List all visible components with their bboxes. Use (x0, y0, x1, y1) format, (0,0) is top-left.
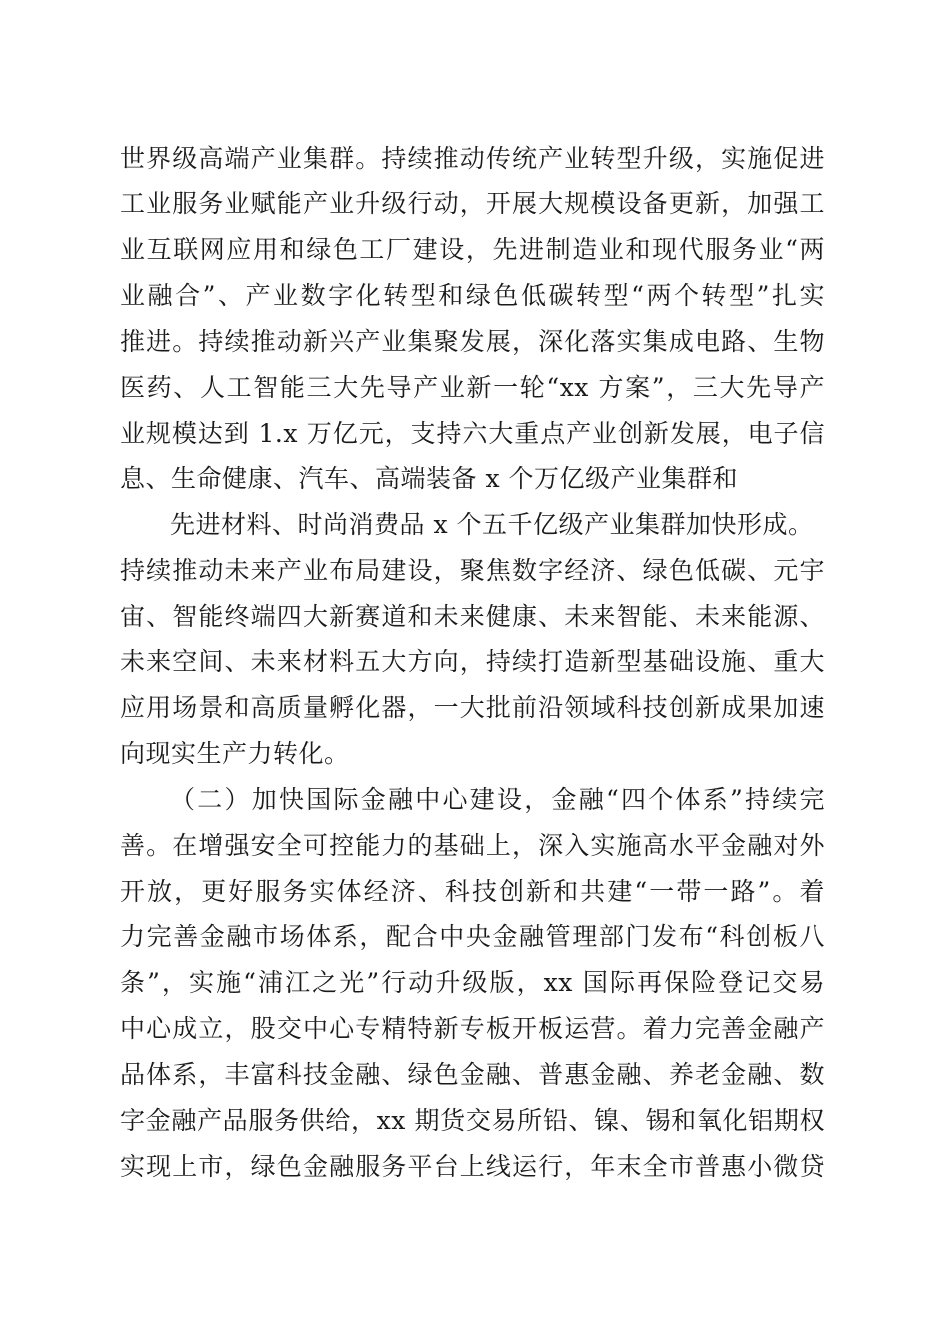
text-line: 先进材料、时尚消费品 x 个五千亿级产业集群加快形成。 (170, 510, 814, 539)
text-line: 宙、智能终端四大新赛道和未来健康、未来智能、未来能源、 (120, 602, 825, 631)
text-line: 未来空间、未来材料五大方向，持续打造新型基础设施、重大 (120, 647, 825, 676)
text-line: 工业服务业赋能产业升级行动，开展大规模设备更新，加强工 (120, 189, 825, 218)
text-line: 业融合”、产业数字化转型和绿色低碳转型“两个转型”扎实 (120, 281, 825, 310)
text-line: 实现上市，绿色金融服务平台上线运行，年末全市普惠小微贷 (120, 1152, 825, 1181)
text-line: 业规模达到 1.x 万亿元，支持六大重点产业创新发展，电子信 (120, 419, 825, 448)
text-line: 力完善金融市场体系，配合中央金融管理部门发布“科创板八 (120, 922, 825, 951)
text-line: 开放，更好服务实体经济、科技创新和共建“一带一路”。着 (120, 877, 825, 906)
text-line: 字金融产品服务供给，xx 期货交易所铅、镍、锡和氧化铝期权 (120, 1106, 825, 1135)
text-line: 应用场景和高质量孵化器，一大批前沿领域科技创新成果加速 (120, 693, 825, 722)
text-line: 善。在增强安全可控能力的基础上，深入实施高水平金融对外 (120, 831, 825, 860)
text-line: 世界级高端产业集群。持续推动传统产业转型升级，实施促进 (120, 144, 825, 173)
text-line: 息、生命健康、汽车、高端装备 x 个万亿级产业集群和 (120, 464, 738, 493)
text-line: 条”，实施“浦江之光”行动升级版，xx 国际再保险登记交易 (120, 968, 825, 997)
text-line: 品体系，丰富科技金融、绿色金融、普惠金融、养老金融、数 (120, 1060, 825, 1089)
text-line: 推进。持续推动新兴产业集聚发展，深化落实集成电路、生物 (120, 327, 825, 356)
text-line: 中心成立，股交中心专精特新专板开板运营。着力完善金融产 (120, 1014, 825, 1043)
text-line: 业互联网应用和绿色工厂建设，先进制造业和现代服务业“两 (120, 235, 825, 264)
section-heading-line: （二）加快国际金融中心建设，金融“四个体系”持续完 (170, 785, 825, 814)
text-line: 向现实生产力转化。 (120, 739, 350, 768)
text-line: 医药、人工智能三大先导产业新一轮“xx 方案”，三大先导产 (120, 373, 825, 402)
text-line: 持续推动未来产业布局建设，聚焦数字经济、绿色低碳、元宇 (120, 556, 825, 585)
